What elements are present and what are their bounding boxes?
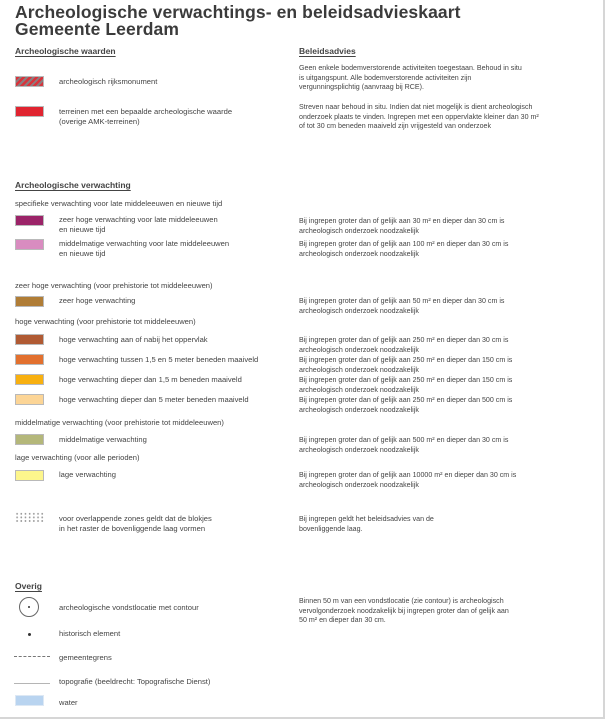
advice-rijksmonument-line3: vergunningsplichtig (aanvraag bij RCE). <box>299 83 424 91</box>
swatch-hoge-1-5-tot-5m <box>15 354 44 365</box>
section-heading-waarden: Archeologische waarden <box>15 46 116 56</box>
advice-text: archeologisch onderzoek noodzakelijk <box>299 365 419 374</box>
advice-text: Bij ingrepen groter dan of gelijk aan 250 m² en dieper dan 150 cm is <box>299 356 513 364</box>
advice-amk-line2: onderzoek plaats te vinden. Ingrepen met een oppervlakte kleiner dan 30 m² <box>299 112 539 121</box>
group-title-lage: lage verwachting (voor alle perioden) <box>15 453 140 462</box>
advice-text: archeologisch onderzoek noodzakelijk <box>299 345 419 354</box>
group-title-hoge: hoge verwachting (voor prehistorie tot middeleeuwen) <box>15 317 196 326</box>
section-heading-overig: Overig <box>15 581 42 591</box>
advice-text: Bij ingrepen groter dan of gelijk aan 250 m² en dieper dan 150 cm is <box>299 376 513 384</box>
advice-text: archeologisch onderzoek noodzakelijk <box>299 480 419 489</box>
dashed-line-icon <box>14 656 50 657</box>
advice-text: Bij ingrepen groter dan of gelijk aan 250 m² en dieper dan 30 cm is <box>299 336 509 344</box>
legend-label: zeer hoge verwachting <box>59 296 136 305</box>
page-subtitle: Gemeente Leerdam <box>15 19 180 39</box>
legend-label: hoge verwachting tussen 1,5 en 5 meter beneden maaiveld <box>59 355 259 364</box>
advice-text: Bij ingrepen groter dan of gelijk aan 250 m² en dieper dan 500 cm is <box>299 396 513 404</box>
advice-text: archeologisch onderzoek noodzakelijk <box>299 405 419 414</box>
group-title-zeer-hoge: zeer hoge verwachting (voor prehistorie tot middeleeuwen) <box>15 281 213 290</box>
advice-vondst-line2: vervolgonderzoek noodzakelijk bij ingrepen groter dan of gelijk aan <box>299 606 509 615</box>
advice-text: archeologisch onderzoek noodzakelijk <box>299 445 419 454</box>
legend-label: en nieuwe tijd <box>59 249 106 258</box>
advice-amk-line3: of tot 30 cm beneden maaiveld zijn vrijgesteld van onderzoek <box>299 122 492 130</box>
advice-text: Bij ingrepen groter dan of gelijk aan 100 m² en dieper dan 30 cm is <box>299 240 509 248</box>
legend-label: zeer hoge verwachting voor late middeleeuwen <box>59 215 218 224</box>
water-swatch <box>15 695 44 706</box>
legend-label: historisch element <box>59 629 121 638</box>
thin-line-icon <box>14 683 50 684</box>
legend-label: water <box>59 698 78 707</box>
swatch-hoge-oppervlak <box>15 334 44 345</box>
advice-rijksmonument-line1: Geen enkele bodemverstorende activiteiten toegestaan. Behoud in situ <box>299 64 522 72</box>
legend-label: in het raster de bovenliggende laag vormen <box>59 524 206 533</box>
legend-label-rijksmonument: archeologisch rijksmonument <box>59 77 158 86</box>
advice-text: Bij ingrepen groter dan of gelijk aan 50 m² en dieper dan 30 cm is <box>299 297 505 305</box>
advice-text: archeologisch onderzoek noodzakelijk <box>299 249 419 258</box>
legend-label: hoge verwachting dieper dan 1,5 m beneden maaiveld <box>59 375 242 384</box>
swatch-hoge-dieper-1-5m <box>15 374 44 385</box>
legend-label: voor overlappende zones geldt dat de blokjes <box>59 514 212 523</box>
rijksmonument-swatch <box>15 76 44 87</box>
swatch-hoge-dieper-5m <box>15 394 44 405</box>
circle-dot-icon <box>19 597 39 617</box>
legend-label-amk-line1: terreinen met een bepaalde archeologische waarde <box>59 107 233 116</box>
advice-rijksmonument-line2: is uitgangspunt. Alle bodemverstorende activiteiten zijn <box>299 73 472 82</box>
dotted-grid-icon <box>15 512 44 523</box>
advice-text: bovenliggende laag. <box>299 524 363 533</box>
legend-label: middelmatige verwachting <box>59 435 147 444</box>
legend-label: gemeentegrens <box>59 653 112 662</box>
page-title: Archeologische verwachtings- en beleidsadvieskaart <box>15 2 461 22</box>
advice-text: Bij ingrepen groter dan of gelijk aan 10000 m² en dieper dan 30 cm is <box>299 471 517 479</box>
advice-vondst-line3: 50 m² en dieper dan 30 cm. <box>299 616 386 624</box>
legend-label: lage verwachting <box>59 470 116 479</box>
advice-text: Bij ingrepen groter dan of gelijk aan 500 m² en dieper dan 30 cm is <box>299 436 509 444</box>
swatch-zeer-hoge <box>15 296 44 307</box>
swatch-middelmatige-late-mid <box>15 239 44 250</box>
advice-vondst-line1: Binnen 50 m van een vondstlocatie (zie contour) is archeologisch <box>299 597 504 605</box>
advice-text: archeologisch onderzoek noodzakelijk <box>299 385 419 394</box>
legend-label: archeologische vondstlocatie met contour <box>59 603 199 612</box>
amk-terrein-swatch <box>15 106 44 117</box>
dot-icon <box>28 633 31 636</box>
advice-text: archeologisch onderzoek noodzakelijk <box>299 306 419 315</box>
legend-label: topografie (beeldrecht: Topografische Dienst) <box>59 677 211 686</box>
swatch-lage <box>15 470 44 481</box>
legend-label: en nieuwe tijd <box>59 225 106 234</box>
group-title-late-middeleeuwen: specifieke verwachting voor late middeleeuwen en nieuwe tijd <box>15 199 223 208</box>
advice-text: Bij ingrepen groter dan of gelijk aan 30 m² en dieper dan 30 cm is <box>299 217 505 225</box>
legend-label: hoge verwachting dieper dan 5 meter beneden maaiveld <box>59 395 249 404</box>
advice-text: Bij ingrepen geldt het beleidsadvies van de <box>299 515 434 523</box>
legend-label: middelmatige verwachting voor late middeleeuwen <box>59 239 230 248</box>
legend-label-amk-line2: (overige AMK-terreinen) <box>59 117 140 126</box>
group-title-middelmatige: middelmatige verwachting (voor prehistorie tot middeleeuwen) <box>15 418 224 427</box>
advice-text: archeologisch onderzoek noodzakelijk <box>299 226 419 235</box>
swatch-zeer-hoge-late-mid <box>15 215 44 226</box>
section-heading-beleidsadvies: Beleidsadvies <box>299 46 356 56</box>
section-heading-verwachting: Archeologische verwachting <box>15 180 131 190</box>
swatch-middelmatige <box>15 434 44 445</box>
legend-label: hoge verwachting aan of nabij het oppervlak <box>59 335 208 344</box>
advice-amk-line1: Streven naar behoud in situ. Indien dat niet mogelijk is dient archeologisch <box>299 103 533 111</box>
